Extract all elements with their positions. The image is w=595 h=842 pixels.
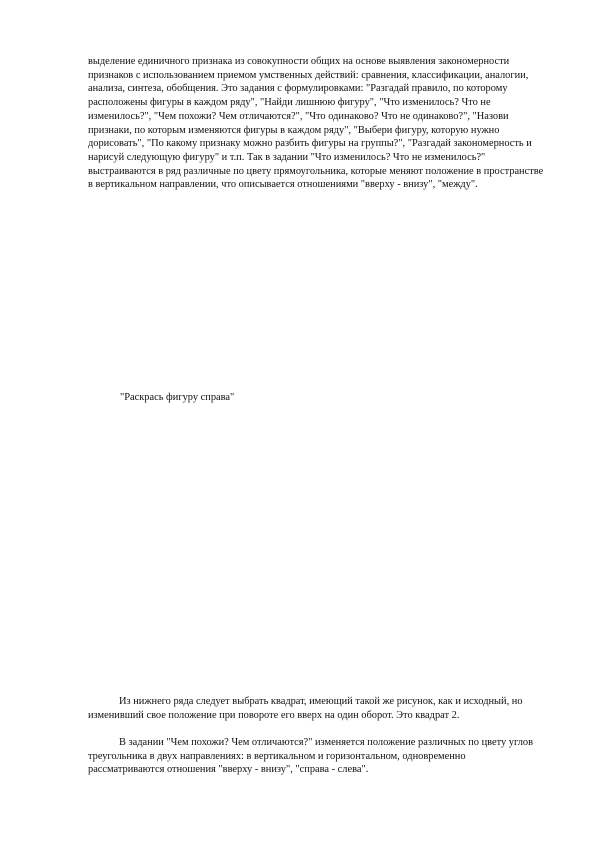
- figure-caption: "Раскрась фигуру справа": [120, 392, 235, 403]
- body-paragraph-square-answer: Из нижнего ряда следует выбрать квадрат, имеющий такой же рисунок, как и исходный, но изменивший свое положение при повороте его вверх на один оборот. Это квадрат 2.: [88, 696, 523, 721]
- body-paragraph-intro: выделение единичного признака из совокупности общих на основе выявления закономерности признаков с использованием приемом умственных действий: сравнения, классификации, аналогии, анализа, синтеза, обобщения. Это задания с формулировками: "Разгадай правило, по которому расположены фигуры в каждом ряду", "Найди лишнюю фигуру", "Что изменилось? Что не изменилось?", "Чем похожи? Чем отличаются?", "Что одинаково? Что не одинаково?", "Назови признаки, по которым изменяются фигуры в каждом ряду", "Выбери фигуру, которую нужно дорисовать", "По какому признаку можно разбить фигуры на группы?", "Разгадай закономерность и нарисуй следующую фигуру" и т.п. Так в задании "Что изменилось? Что не изменилось?" выстраиваются в ряд различные по цвету прямоугольника, которые меняют положение в пространстве в вертикальном направлении, что описывается отношениями "вверху - внизу", "между".: [88, 56, 544, 191]
- body-paragraph-triangle-task: В задании "Чем похожи? Чем отличаются?" изменяется положение различных по цвету углов треугольника в двух направлениях: в вертикальном и горизонтальном, одновременно рассматриваются отношения "вверху - внизу", "справа - слева".: [88, 737, 534, 776]
